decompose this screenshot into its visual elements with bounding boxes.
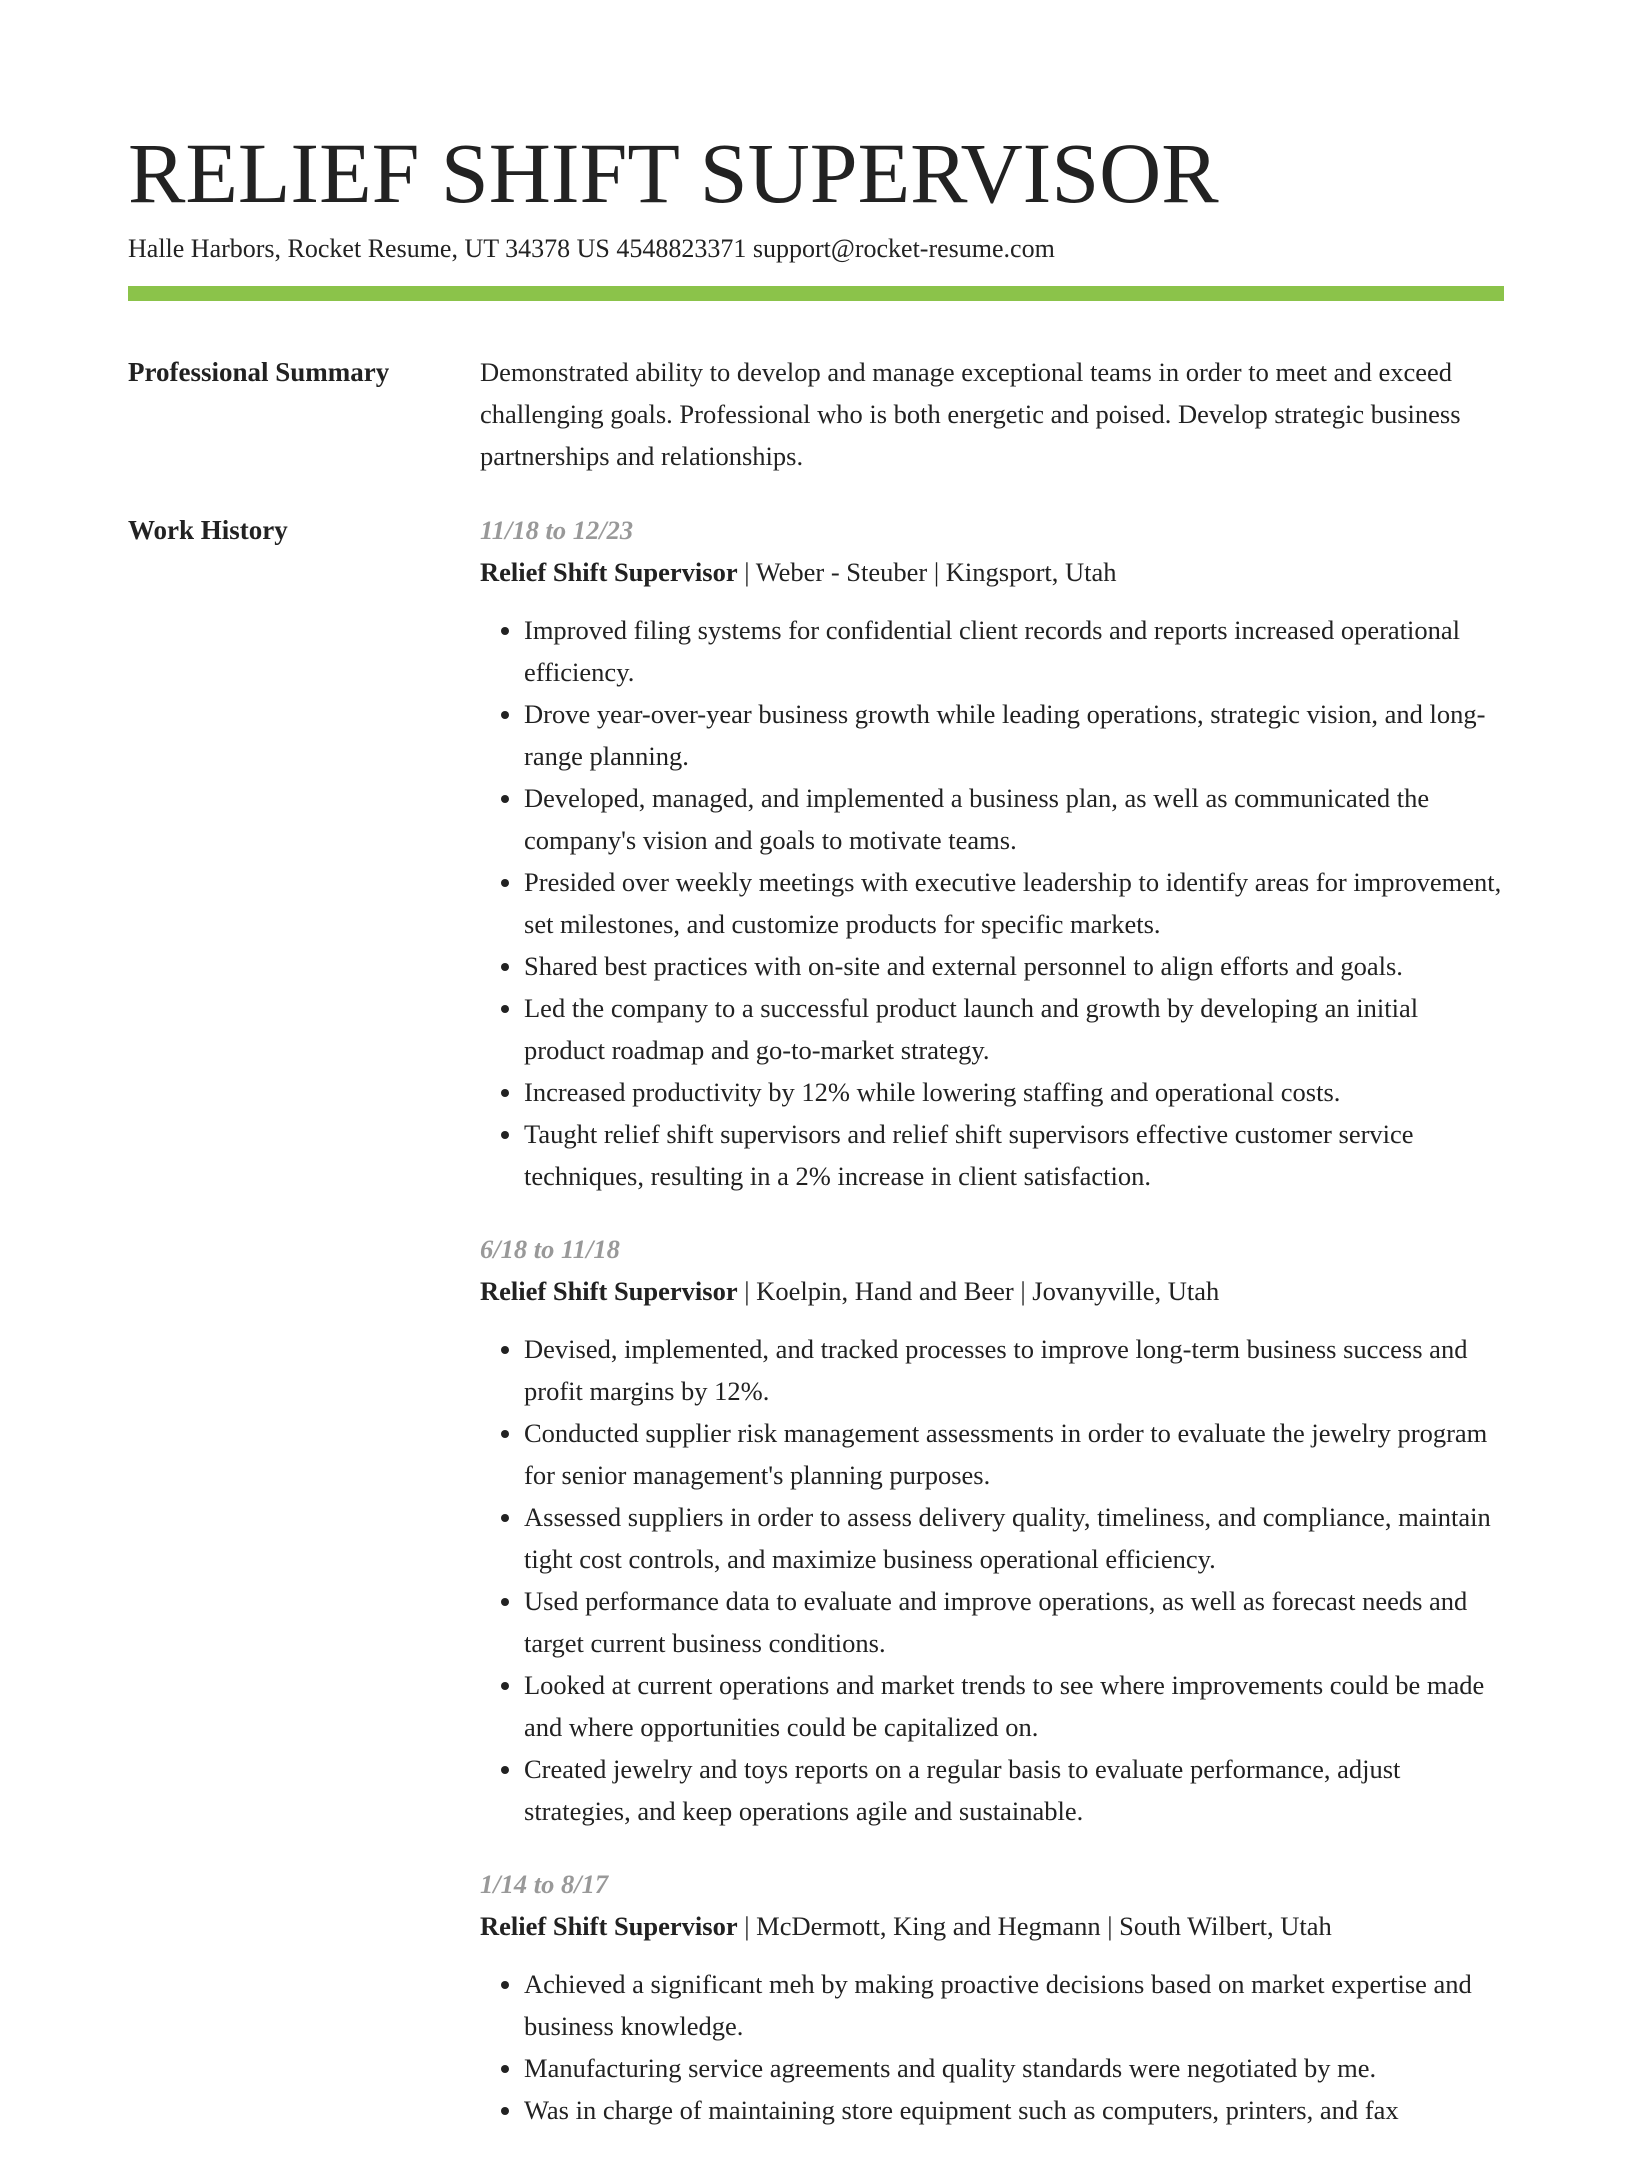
- job-bullet: • Shared best practices with on-site and external personnel to align efforts and goals.: [524, 945, 1504, 987]
- job-title: Relief Shift Supervisor: [480, 1911, 738, 1941]
- job-details: | McDermott, King and Hegmann | South Wilbert, Utah: [737, 1911, 1332, 1941]
- job-bullet: • Achieved a significant meh by making proactive decisions based on market expertise and business knowledge.: [524, 1963, 1504, 2047]
- job-bullet: • Was in charge of maintaining store equipment such as computers, printers, and fax: [524, 2089, 1504, 2131]
- job-dates: 6/18 to 11/18: [480, 1234, 620, 1264]
- job-bullet: • Conducted supplier risk management assessments in order to evaluate the jewelry program for senior management's planning purposes.: [524, 1412, 1504, 1496]
- job-bullet: • Drove year-over-year business growth while leading operations, strategic vision, and long-range planning.: [524, 693, 1504, 777]
- section-label-summary: Professional Summary: [128, 357, 390, 387]
- job-heading: [480, 551, 1504, 593]
- job-bullet: • Presided over weekly meetings with executive leadership to identify areas for improvement, set milestones, and customize products for specific markets.: [524, 861, 1504, 945]
- work-history-list: [480, 509, 1504, 2162]
- job-bullet: • Developed, managed, and implemented a business plan, as well as communicated the company's vision and goals to motivate teams.: [524, 777, 1504, 861]
- job-bullet: • Improved filing systems for confidential client records and reports increased operational efficiency.: [524, 609, 1504, 693]
- job-bullets: [480, 1328, 1504, 1832]
- job-bullet: • Led the company to a successful product launch and growth by developing an initial product roadmap and go-to-market strategy.: [524, 987, 1504, 1071]
- job-entry: [480, 509, 1504, 1197]
- job-heading: [480, 1905, 1504, 1947]
- job-dates: 11/18 to 12/23: [480, 515, 634, 545]
- job-details: | Weber - Steuber | Kingsport, Utah: [737, 557, 1117, 587]
- summary-text: Demonstrated ability to develop and manage exceptional teams in order to meet and exceed challenging goals. Professional who is both energetic and poised. Develop strategic business partnerships and relationships.: [480, 357, 1461, 471]
- job-bullet: • Used performance data to evaluate and improve operations, as well as forecast needs and target current business conditions.: [524, 1580, 1504, 1664]
- contact-address: Halle Harbors, Rocket Resume, UT 34378 US: [128, 234, 610, 263]
- job-heading: [480, 1270, 1504, 1312]
- job-bullet: • Created jewelry and toys reports on a regular basis to evaluate performance, adjust strategies, and keep operations agile and sustainable.: [524, 1748, 1504, 1832]
- job-entry: [480, 1228, 1504, 1832]
- job-bullets: [480, 1963, 1504, 2131]
- job-bullets: [480, 609, 1504, 1197]
- job-dates: 1/14 to 8/17: [480, 1869, 609, 1899]
- contact-line: [128, 231, 1055, 267]
- job-bullet: • Increased productivity by 12% while lowering staffing and operational costs.: [524, 1071, 1504, 1113]
- job-title: Relief Shift Supervisor: [480, 557, 738, 587]
- job-details: | Koelpin, Hand and Beer | Jovanyville, Utah: [737, 1276, 1220, 1306]
- job-bullet: • Looked at current operations and market trends to see where improvements could be made and where opportunities could be capitalized on.: [524, 1664, 1504, 1748]
- contact-email: support@rocket-resume.com: [752, 234, 1055, 263]
- job-title: Relief Shift Supervisor: [480, 1276, 738, 1306]
- job-bullet: • Manufacturing service agreements and quality standards were negotiated by me.: [524, 2047, 1504, 2089]
- job-bullet: • Assessed suppliers in order to assess delivery quality, timeliness, and compliance, maintain tight cost controls, and maximize business operational efficiency.: [524, 1496, 1504, 1580]
- section-label-work-history: Work History: [128, 515, 288, 545]
- header-divider: [128, 286, 1504, 301]
- job-bullet: • Devised, implemented, and tracked processes to improve long-term business success and profit margins by 12%.: [524, 1328, 1504, 1412]
- job-bullet: • Taught relief shift supervisors and relief shift supervisors effective customer service techniques, resulting in a 2% increase in client satisfaction.: [524, 1113, 1504, 1197]
- contact-phone: 4548823371: [616, 234, 747, 263]
- job-entry: [480, 1863, 1504, 2131]
- page-title: RELIEF SHIFT SUPERVISOR: [128, 125, 1219, 221]
